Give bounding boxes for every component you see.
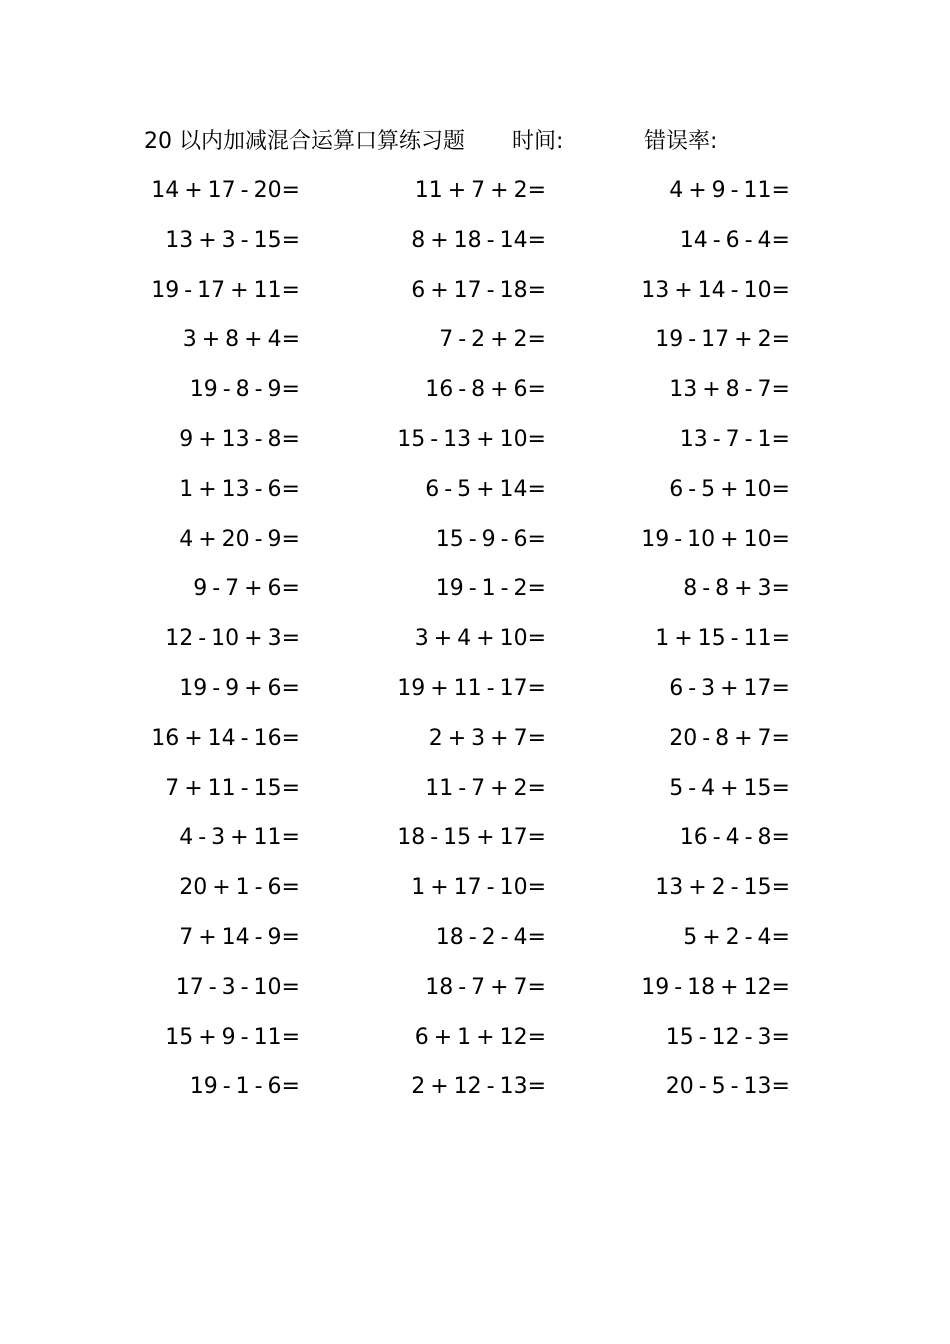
problem: 4 + 9 - 11= bbox=[669, 178, 790, 203]
worksheet-title: 20 以内加减混合运算口算练习题 bbox=[144, 129, 465, 154]
problem: 19 - 9 + 6= bbox=[179, 675, 300, 701]
problem: 11 + 7 + 2= bbox=[414, 178, 546, 203]
time-label: 时间: bbox=[512, 129, 564, 154]
problem: 20 - 5 - 13= bbox=[665, 1074, 790, 1100]
problem: 5 - 4 + 15= bbox=[669, 775, 790, 801]
problem: 19 - 8 - 9= bbox=[189, 377, 300, 403]
problem: 6 + 1 + 12= bbox=[414, 1024, 546, 1050]
problem: 13 - 7 - 1= bbox=[679, 426, 790, 452]
problem: 11 - 7 + 2= bbox=[425, 775, 546, 801]
problem: 1 + 15 - 11= bbox=[655, 626, 790, 652]
problem: 15 - 13 + 10= bbox=[397, 426, 546, 452]
problem: 7 + 11 - 15= bbox=[165, 775, 300, 801]
problem: 20 - 8 + 7= bbox=[669, 725, 790, 751]
problem: 15 - 12 - 3= bbox=[665, 1024, 790, 1050]
problem-column-1 bbox=[50, 173, 300, 1119]
problem: 13 + 8 - 7= bbox=[669, 377, 790, 403]
problem: 19 + 11 - 17= bbox=[397, 675, 546, 701]
problem: 6 - 3 + 17= bbox=[669, 675, 790, 701]
problem: 3 + 4 + 10= bbox=[414, 626, 546, 652]
problem: 13 + 14 - 10= bbox=[641, 277, 790, 303]
problem: 4 + 20 - 9= bbox=[179, 526, 300, 552]
problem-column-3 bbox=[540, 173, 790, 1119]
problem: 3 + 8 + 4= bbox=[182, 327, 300, 353]
problem: 20 + 1 - 6= bbox=[179, 875, 300, 901]
problem-column-2 bbox=[296, 173, 546, 1119]
problem: 18 - 2 - 4= bbox=[435, 924, 546, 950]
problem: 19 - 10 + 10= bbox=[641, 526, 790, 552]
problem: 14 + 17 - 20= bbox=[151, 178, 300, 203]
problem: 2 + 12 - 13= bbox=[411, 1074, 546, 1100]
problem: 18 - 15 + 17= bbox=[397, 825, 546, 851]
problem: 1 + 17 - 10= bbox=[411, 875, 546, 901]
problem: 6 + 17 - 18= bbox=[411, 277, 546, 303]
problem: 4 - 3 + 11= bbox=[179, 825, 300, 851]
problem: 15 + 9 - 11= bbox=[165, 1024, 300, 1050]
problem: 16 - 4 - 8= bbox=[679, 825, 790, 851]
problem: 5 + 2 - 4= bbox=[683, 924, 790, 950]
error-rate-label: 错误率: bbox=[644, 129, 718, 154]
problem: 12 - 10 + 3= bbox=[165, 626, 300, 652]
problem: 19 - 17 + 2= bbox=[655, 327, 790, 353]
problem: 19 - 17 + 11= bbox=[151, 277, 300, 303]
problem: 6 - 5 + 14= bbox=[425, 476, 546, 502]
problem: 15 - 9 - 6= bbox=[435, 526, 546, 552]
problem: 2 + 3 + 7= bbox=[428, 725, 546, 751]
problem: 18 - 7 + 7= bbox=[425, 974, 546, 1000]
problem: 9 - 7 + 6= bbox=[193, 576, 300, 602]
problem: 14 - 6 - 4= bbox=[679, 227, 790, 253]
problem: 9 + 13 - 8= bbox=[179, 426, 300, 452]
worksheet-header bbox=[144, 124, 844, 160]
problem: 13 + 3 - 15= bbox=[165, 227, 300, 253]
problem: 13 + 2 - 15= bbox=[655, 875, 790, 901]
problem: 17 - 3 - 10= bbox=[175, 974, 300, 1000]
problem: 1 + 13 - 6= bbox=[179, 476, 300, 502]
problem: 19 - 1 - 6= bbox=[189, 1074, 300, 1100]
problem: 19 - 1 - 2= bbox=[435, 576, 546, 602]
problem: 7 - 2 + 2= bbox=[439, 327, 546, 353]
problem: 19 - 18 + 12= bbox=[641, 974, 790, 1000]
problem: 8 - 8 + 3= bbox=[683, 576, 790, 602]
problem: 8 + 18 - 14= bbox=[411, 227, 546, 253]
problem: 7 + 14 - 9= bbox=[179, 924, 300, 950]
problem: 16 + 14 - 16= bbox=[151, 725, 300, 751]
problem: 6 - 5 + 10= bbox=[669, 476, 790, 502]
problem: 16 - 8 + 6= bbox=[425, 377, 546, 403]
